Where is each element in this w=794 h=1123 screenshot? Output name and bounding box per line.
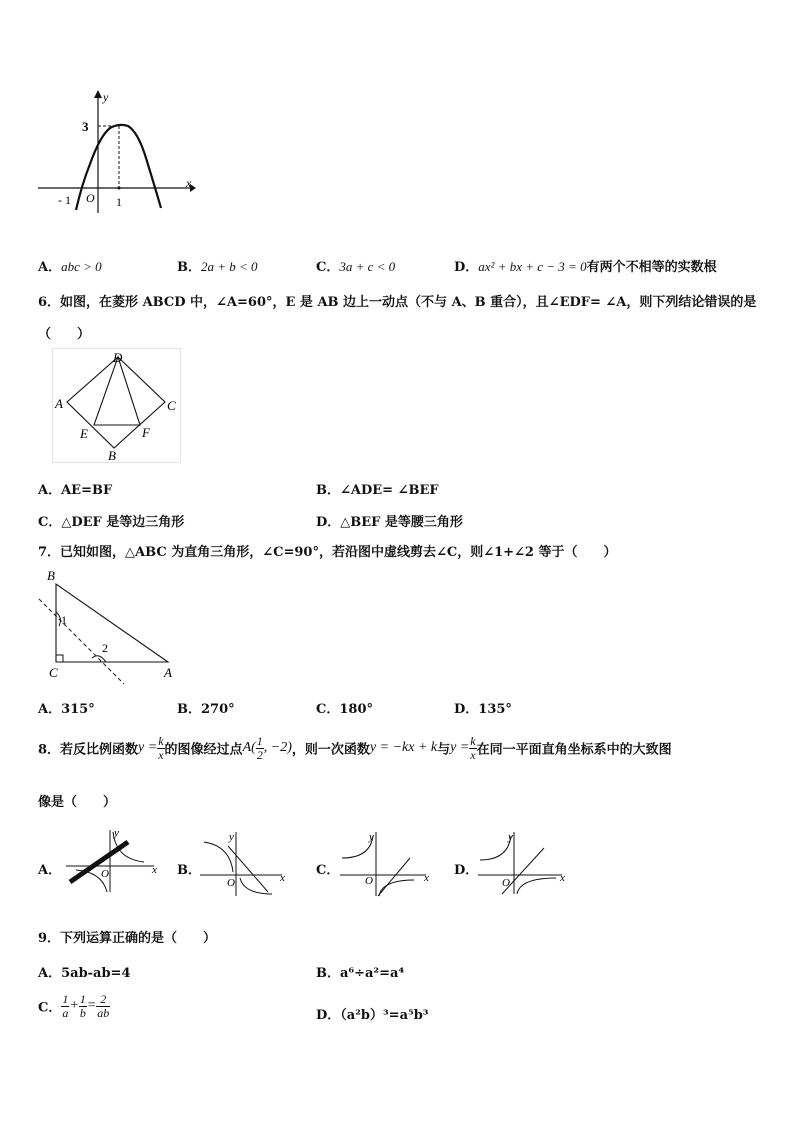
q8-stem-part2: 的图像经过点 <box>164 742 243 758</box>
frac-denominator: a <box>62 1005 69 1020</box>
option-text: 180° <box>339 702 373 717</box>
y-axis-label: y <box>103 90 109 104</box>
vertex-c-label: C <box>49 665 58 680</box>
hyperbola-branch-1 <box>480 836 511 860</box>
option-label: A． <box>38 260 62 275</box>
option-text: 3a + c < 0 <box>339 259 396 274</box>
q6-option-b[interactable] <box>316 479 439 498</box>
vertex-d-label: D <box>113 350 123 365</box>
option-text: （a²b）³=a⁵b³ <box>340 1008 429 1023</box>
option-text: 270° <box>201 702 235 717</box>
origin-label: O <box>365 875 373 887</box>
q8-graph-d[interactable] <box>476 828 576 898</box>
option-label: B． <box>316 483 340 498</box>
option-label: D． <box>454 863 479 878</box>
origin-label: O <box>101 868 109 880</box>
q5-option-b[interactable] <box>177 256 258 275</box>
axis-x-label: x <box>280 872 285 884</box>
equals-sign: = <box>86 998 97 1014</box>
vertex-y-label: 3 <box>82 119 89 134</box>
q8-k-over-x-2 <box>469 735 476 761</box>
q7-option-b[interactable] <box>177 698 235 717</box>
q7-option-c[interactable] <box>316 698 373 717</box>
q5-option-d[interactable] <box>454 256 717 275</box>
option-text: △DEF 是等边三角形 <box>61 515 185 530</box>
triangle-abc <box>56 584 168 662</box>
q5-parabola-graph <box>30 88 200 218</box>
q5-option-c[interactable] <box>316 256 395 275</box>
frac-numerator: k <box>470 734 476 748</box>
q8-option-a[interactable] <box>38 859 61 878</box>
origin-label: O <box>86 191 95 205</box>
option-label: D． <box>316 1008 341 1023</box>
q6-option-c[interactable] <box>38 511 184 530</box>
option-label: D． <box>454 702 479 717</box>
q7-right-triangle-figure <box>36 568 186 683</box>
option-label: A． <box>38 966 62 981</box>
root-left-label: - 1 <box>58 193 71 207</box>
option-label: B． <box>316 966 340 981</box>
q9-option-a[interactable] <box>38 962 131 981</box>
q8-point-rest: , −2) <box>263 740 292 756</box>
option-text: ax² + bx + c − 3 = 0 <box>478 259 587 274</box>
option-label: A． <box>38 483 62 498</box>
frac-denominator: x <box>158 747 164 762</box>
origin-label: O <box>502 877 510 889</box>
axis-y-label: y <box>369 831 374 843</box>
vertex-a-label: A <box>55 396 63 411</box>
frac-numerator: k <box>158 734 164 748</box>
option-text: ∠ADE= ∠BEF <box>340 483 439 498</box>
q7-option-a[interactable] <box>38 698 95 717</box>
angle-1-arc <box>56 612 60 626</box>
vertex-b-label: B <box>47 568 55 583</box>
axis-x-label: x <box>152 864 157 876</box>
tick-1-label: 1 <box>116 195 122 209</box>
q9-option-b[interactable] <box>316 962 404 981</box>
frac-numerator: 1 <box>79 992 86 1006</box>
frac-numerator: 1 <box>256 734 263 748</box>
q6-stem: 6．如图，在菱形 ABCD 中，∠A=60°，E 是 AB 边上一动点（不与 A、B 重合），且∠EDF= ∠A，则下列结论错误的是 <box>38 295 757 310</box>
right-angle-mark <box>56 655 63 662</box>
q8-y-eq: y = <box>138 740 158 756</box>
option-label: C． <box>316 702 340 717</box>
option-text: a⁶÷a²=a⁴ <box>340 966 405 981</box>
q8-stem-part1: 8．若反比例函数 <box>38 742 139 758</box>
q6-option-a[interactable] <box>38 479 112 498</box>
option-text: AE=BF <box>61 483 113 498</box>
q8-half <box>256 735 264 761</box>
frac-denominator: b <box>79 1005 86 1020</box>
frac-numerator: 2 <box>96 993 110 1007</box>
q6-rhombus-figure <box>52 348 184 464</box>
q8-y-eq-2: y = <box>450 740 470 756</box>
angle-1-label: 1 <box>61 613 67 627</box>
option-label: A． <box>38 702 62 717</box>
vertex-a-label: A <box>164 665 172 680</box>
q9-option-c[interactable] <box>38 993 110 1019</box>
axis-y-label: y <box>114 827 119 839</box>
option-text: 5ab-ab=4 <box>61 966 131 981</box>
axis-x-label: x <box>424 872 429 884</box>
frac-denominator: x <box>470 747 476 762</box>
q8-stem-part4: 与 <box>437 742 451 758</box>
option-text: 315° <box>61 702 95 717</box>
angle-2-label: 2 <box>102 641 108 655</box>
q8-stem-line2: 像是（ ） <box>38 795 117 810</box>
option-label: A． <box>38 863 62 878</box>
axis-y-label: y <box>508 831 513 843</box>
vertex-c-label: C <box>167 398 176 413</box>
vertex-f-label: F <box>142 425 150 440</box>
frac-numerator: 1 <box>62 992 69 1006</box>
x-axis-label: x <box>186 176 192 190</box>
plus-sign: + <box>69 998 79 1014</box>
axis-y-label: y <box>229 831 234 843</box>
option-text: 2a + b < 0 <box>201 259 258 274</box>
tick-dot <box>118 187 121 190</box>
q8-stem-part3: ，则一次函数 <box>291 742 370 758</box>
origin-label: O <box>227 877 235 889</box>
q8-stem-part5: 在同一平面直角坐标系中的大致图 <box>476 742 672 758</box>
option-label: D． <box>316 515 341 530</box>
q7-option-d[interactable] <box>454 698 512 717</box>
q8-linear: y = −kx + k <box>369 740 438 756</box>
hyperbola-branch-2 <box>517 878 556 894</box>
option-label: C． <box>316 260 340 275</box>
option-label: C． <box>38 515 62 530</box>
q8-graph-a[interactable] <box>64 826 168 896</box>
option-text: abc > 0 <box>61 259 102 274</box>
axis-x-label: x <box>560 872 565 884</box>
linear-line <box>378 858 410 896</box>
triangle-def <box>94 357 140 425</box>
option-label: C． <box>38 1000 62 1016</box>
q8-point-a: A( <box>242 740 256 756</box>
y-axis-arrow <box>94 90 102 98</box>
q8-stem-line1 <box>38 735 672 761</box>
linear-line <box>70 842 128 882</box>
q8-option-d[interactable] <box>454 859 478 878</box>
option-text: △BEF 是等腰三角形 <box>340 515 463 530</box>
frac-1-over-b <box>79 993 87 1019</box>
q5-option-a[interactable] <box>38 256 102 275</box>
option-label: B． <box>177 702 201 717</box>
option-label: C． <box>316 863 340 878</box>
option-label: D． <box>454 260 479 275</box>
q6-option-d[interactable] <box>316 511 463 530</box>
vertex-b-label: B <box>108 448 116 463</box>
frac-denominator: 2 <box>256 747 263 762</box>
option-text: 135° <box>478 702 512 717</box>
q7-stem: 7．已知如图，△ABC 为直角三角形，∠C=90°，若沿图中虚线剪去∠C，则∠1+∠2 等于（ ） <box>38 545 617 560</box>
q9-stem: 9．下列运算正确的是（ ） <box>38 931 217 946</box>
option-suffix: 有两个不相等的实数根 <box>586 260 717 275</box>
q9-option-d[interactable] <box>316 1004 428 1023</box>
q8-graph-b[interactable] <box>198 828 294 898</box>
q8-option-c[interactable] <box>316 859 339 878</box>
q8-k-over-x <box>157 735 164 761</box>
frac-2-over-ab <box>96 993 110 1019</box>
vertex-e-label: E <box>80 426 88 441</box>
q6-paren: （ ） <box>38 327 91 342</box>
frac-denominator: ab <box>97 1005 110 1020</box>
option-label: B． <box>177 260 201 275</box>
q8-graph-c[interactable] <box>338 828 438 898</box>
option-label: B． <box>177 863 201 878</box>
